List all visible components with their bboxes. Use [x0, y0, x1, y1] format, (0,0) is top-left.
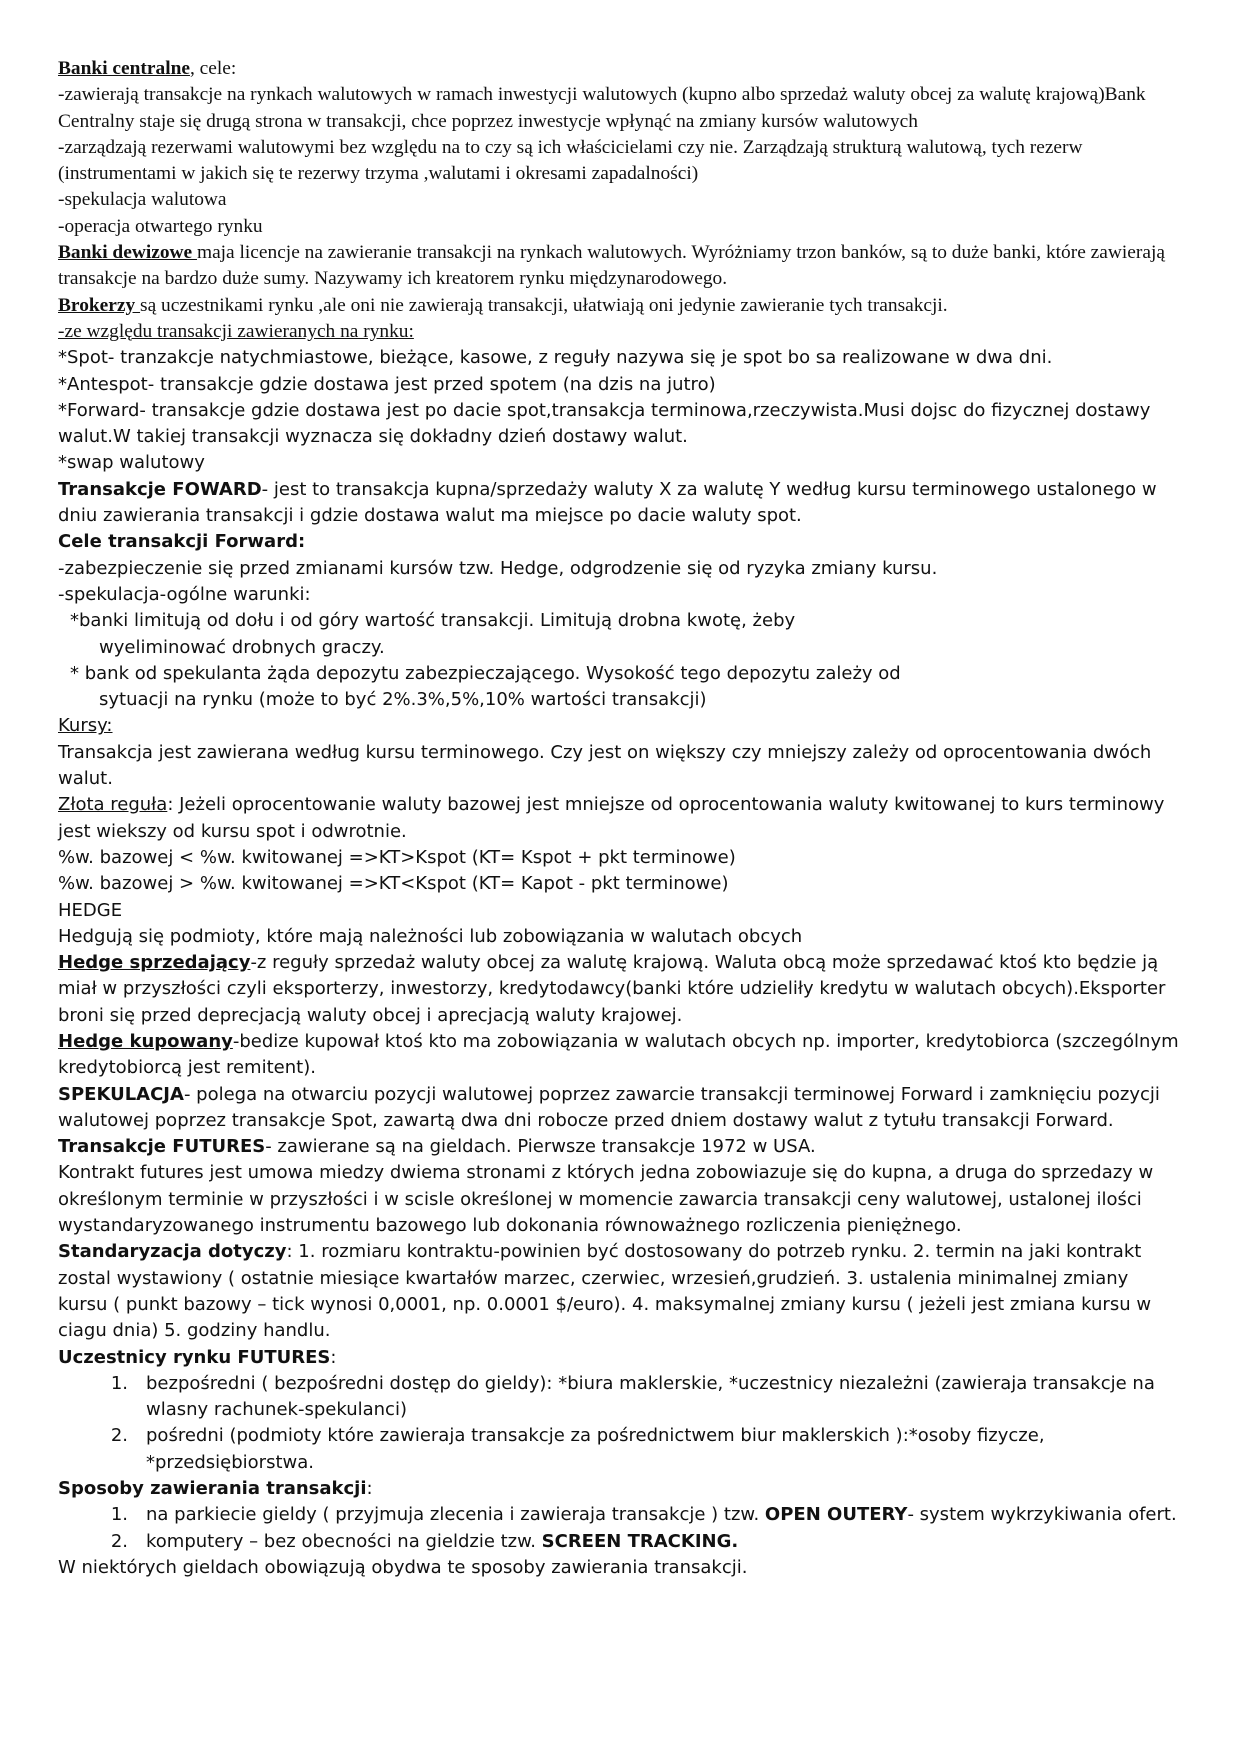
heading-text: Uczestnicy rynku FUTURES: [58, 1346, 331, 1368]
list-number: 1.: [110, 1504, 128, 1526]
sub-list-item: [58, 661, 1180, 714]
paragraph: -zarządzają rezerwami walutowymi bez względu na to czy są ich właścicielami czy nie. Zarządzają strukturą walutową, tych rezerw (instrumentami w jakich się te rezerwy trzyma ,walutami i okresami zapadalności): [58, 136, 1083, 185]
numbered-list-item: [58, 1529, 1180, 1555]
list-number: 2.: [110, 1425, 128, 1447]
body-text: :: [366, 1478, 373, 1500]
closing-paragraph: W niektórych gieldach obowiązują obydwa te sposoby zawierania transakcji.: [58, 1556, 748, 1578]
paragraph: Transakcja jest zawierana według kursu terminowego. Czy jest on większy czy mniejszy zależy od oprocentowania dwóch walut.: [58, 741, 1152, 790]
paragraph-selling-hedge: [58, 950, 1180, 1029]
list-text-bold: OPEN OUTERY: [764, 1504, 908, 1526]
numbered-list-item: [58, 1371, 1180, 1424]
sub-list-continuation: sytuacji na rynku (może to być 2%.3%,5%,10% wartości transakcji): [99, 689, 707, 711]
paragraph: -spekulacja walutowa: [58, 189, 227, 211]
paragraph: Hedgują się podmioty, które mają należności lub zobowiązania w walutach obcych: [58, 925, 803, 947]
paragraph: -zabezpieczenie się przed zmianami kursów tzw. Hedge, odgrodzenie się od ryzyka zmiany kursu.: [58, 557, 938, 579]
paragraph-forward: [58, 477, 1180, 530]
paragraph-speculation: [58, 1082, 1180, 1135]
paragraph: -spekulacja-ogólne warunki:: [58, 583, 311, 605]
paragraph: -operacja otwartego rynku: [58, 215, 263, 237]
subheading-forward-goals: Cele transakcji Forward:: [58, 531, 306, 553]
paragraph: -zawierają transakcje na rynkach walutowych w ramach inwestycji walutowych (kupno albo sprzedaż waluty obcej za walutę krajową)Bank Centralny staje się drugą strona w transakcji, chce poprzez inwestycje wpłynąć na zmiany kursów walutowych: [58, 84, 1146, 132]
paragraph-exchange-banks: [58, 240, 1180, 293]
list-text: bezpośredni ( bezpośredni dostęp do gieldy): *biura maklerskie, *uczestnicy niezależni (zawieraja transakcje na wlasny rachunek-spekulanci): [146, 1372, 1155, 1421]
body-text: -bedize kupował ktoś kto ma zobowiązania w walutach obcych np. importer, kredytobiorca (szczególnym kredytobiorcą jest remitent).: [58, 1030, 1179, 1079]
body-text: - zawierane są na gieldach. Pierwsze transakcje 1972 w USA.: [265, 1136, 816, 1158]
heading-rest: , cele:: [189, 58, 237, 79]
list-text: [128, 1502, 1177, 1528]
subheading-transaction-methods: [58, 1476, 1180, 1502]
list-item: *Forward- transakcje gdzie dostawa jest po dacie spot,transakcja terminowa,rzeczywista.Musi dojsc do fizycznej dostawy walut.W takiej transakcji wyznacza się dokładny dzień dostawy walut.: [58, 399, 1151, 448]
list-number: 1.: [110, 1372, 128, 1394]
paragraph-standardization: [58, 1239, 1180, 1344]
subheading-futures-participants: [58, 1345, 1180, 1371]
subheading-hedge: HEDGE: [58, 899, 123, 921]
heading-text: Złota reguła: [58, 794, 168, 816]
body-text: : 1. rozmiaru kontraktu-powinien być dostosowany do potrzeb rynku. 2. termin na jaki kontrakt zostal wystawiony ( ostatnie miesiące kwartałów marzec, czerwiec, wrzesień,grudzień. 3. ustalenia minimalnej zmiany kursu ( punkt bazowy – tick wynosi 0,0001, np. 0.0001 $/euro). 4. maksymalnej zmiany kursu ( jeżeli jest zmiana kursu w ciagu dnia) 5. godziny handlu.: [58, 1241, 1152, 1342]
body-text: -z reguły sprzedaż waluty obcej za walutę krajową. Waluta obcą może sprzedawać ktoś kto będzie ją miał w przyszłości czyli eksporterzy, inwestorzy, kredytodawcy(banki które udzieliły kredytu w walutach obcych).Eksporter broni się przed deprecjacją waluty obcej i aprecjacją waluty krajowej.: [58, 952, 1166, 1026]
list-text: [128, 1529, 738, 1555]
numbered-list: [58, 1371, 1180, 1476]
heading-text: Sposoby zawierania transakcji: [58, 1478, 367, 1500]
subheading-transaction-types: -ze względu transakcji zawieranych na rynku:: [58, 320, 414, 342]
paragraph-buying-hedge: [58, 1029, 1180, 1082]
body-text: - jest to transakcja kupna/sprzedaży waluty X za walutę Y według kursu terminowego ustalonego w dniu zawierania transakcji i gdzie dostawa walut ma miejsce po dacie waluty spot.: [58, 478, 1157, 527]
numbered-list-item: [58, 1502, 1180, 1528]
body-text: maja licencje na zawieranie transakcji na rynkach walutowych. Wyróżniamy trzon banków, są to duże banki, które zawierają transakcje na bardzo duże sumy. Nazywamy ich kreatorem rynku międzynarodowego.: [58, 242, 1165, 290]
paragraph-brokers: [58, 293, 1180, 319]
sub-list-item: [58, 608, 1180, 661]
heading-text: Standaryzacja dotyczy: [58, 1241, 287, 1263]
list-text-bold: SCREEN TRACKING.: [541, 1530, 739, 1552]
heading-text: Hedge sprzedający: [58, 952, 251, 974]
heading-text: Banki centralne: [58, 58, 190, 79]
heading-text: Banki dewizowe: [58, 242, 197, 264]
heading-text: SPEKULACJA: [58, 1083, 184, 1105]
numbered-list: [58, 1502, 1180, 1555]
heading-text: Hedge kupowany: [58, 1030, 233, 1052]
numbered-list-item: [58, 1423, 1180, 1476]
paragraph-golden-rule: [58, 792, 1180, 845]
heading-text: Brokerzy: [58, 294, 141, 316]
subheading-rates: Kursy:: [58, 715, 113, 737]
formula-line: %w. bazowej < %w. kwitowanej =>KT>Kspot (KT= Kspot + pkt terminowe): [58, 846, 736, 868]
heading-central-banks: [58, 56, 1180, 82]
list-item: *Antespot- transakcje gdzie dostawa jest przed spotem (na dzis na jutro): [58, 373, 716, 395]
body-text: są uczestnikami rynku ,ale oni nie zawierają transakcji, ułatwiają oni jedynie zawieranie tych transakcji.: [140, 294, 948, 316]
paragraph-futures: [58, 1134, 1180, 1160]
list-item: *Spot- tranzakcje natychmiastowe, bieżące, kasowe, z reguły nazywa się je spot bo sa realizowane w dwa dni.: [58, 347, 1053, 369]
formula-line: %w. bazowej > %w. kwitowanej =>KT<Kspot (KT= Kapot - pkt terminowe): [58, 873, 729, 895]
paragraph: Kontrakt futures jest umowa miedzy dwiema stronami z których jedna zobowiazuje się do kupna, a druga do sprzedazy w określonym terminie w przyszłości i w scisle określonej w momencie zawarcia transakcji ceny walutowej, ustalonej ilości wystandaryzowanego instrumentu bazowego lub dokonania równoważnego rozliczenia pieniężnego.: [58, 1162, 1154, 1237]
sub-list-first-line: *banki limitują od dołu i od góry wartość transakcji. Limitują drobna kwotę, żeby: [70, 610, 796, 632]
body-text: - polega na otwarciu pozycji walutowej poprzez zawarcie transakcji terminowej Forward i zamknięciu pozycji walutowej poprzez transakcje Spot, zawartą dwa dni robocze przed dniem dostawy walut z tytułu transakcji Forward.: [58, 1083, 1160, 1131]
heading-text: Transakcje FOWARD: [58, 478, 262, 500]
body-text: :: [330, 1346, 337, 1368]
list-text-post: - system wykrzykiwania ofert.: [907, 1504, 1177, 1526]
list-text: pośredni (podmioty które zawieraja transakcje za pośrednictwem biur maklerskich ):*osoby fizycze, *przedsiębiorstwa.: [146, 1425, 1045, 1473]
list-text-pre: na parkiecie gieldy ( przyjmuja zlecenia i zawieraja transakcje ) tzw.: [146, 1504, 765, 1526]
list-number: 2.: [110, 1530, 128, 1552]
sub-list-first-line: * bank od spekulanta żąda depozytu zabezpieczającego. Wysokość tego depozytu zależy od: [70, 662, 901, 684]
sub-list-continuation: wyeliminować drobnych graczy.: [99, 636, 385, 658]
heading-text: Transakcje FUTURES: [58, 1136, 266, 1158]
list-text-pre: komputery – bez obecności na gieldzie tzw.: [146, 1530, 542, 1552]
list-item: *swap walutowy: [58, 452, 205, 474]
body-text: : Jeżeli oprocentowanie waluty bazowej jest mniejsze od oprocentowania waluty kwitowanej to kurs terminowy jest wiekszy od kursu spot i odwrotnie.: [58, 794, 1165, 842]
